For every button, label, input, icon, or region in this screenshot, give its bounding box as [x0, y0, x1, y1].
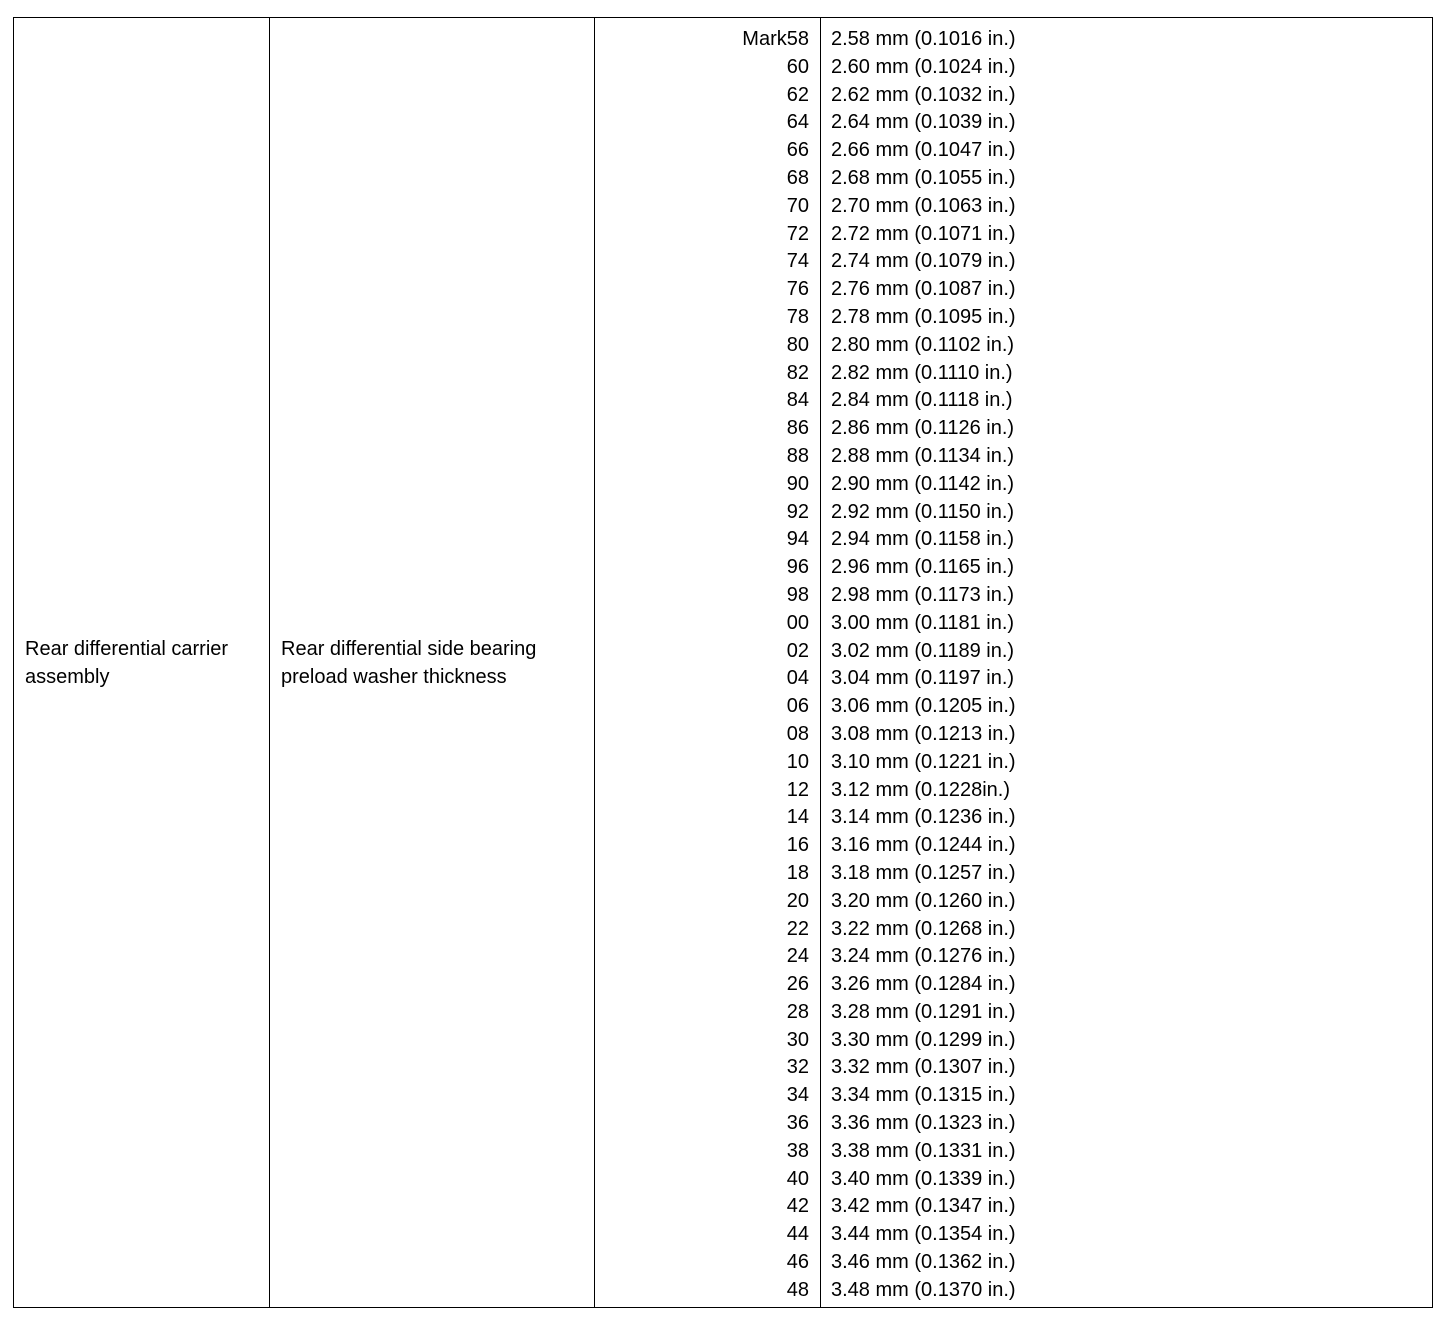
thickness-value: 3.18 mm (0.1257 in.) [831, 861, 1016, 884]
mark-value: 80 [786, 333, 809, 356]
mark-value: 40 [786, 1167, 809, 1190]
mark-value: 76 [786, 278, 809, 301]
mark-value: 36 [786, 1112, 809, 1135]
component-label: Rear differential carrier assembly [25, 637, 229, 688]
thickness-value: 2.96 mm (0.1165 in.) [831, 556, 1015, 579]
mark-value: 10 [786, 750, 809, 773]
thickness-value: 3.28 mm (0.1291 in.) [831, 1000, 1016, 1023]
mark-value: 90 [786, 472, 809, 495]
mark-value: 82 [786, 361, 809, 384]
thickness-value: 3.42 mm (0.1347 in.) [831, 1195, 1016, 1218]
mark-value: 88 [786, 444, 809, 467]
mark-value: 18 [786, 861, 809, 884]
thickness-value: 2.84 mm (0.1118 in.) [831, 389, 1013, 412]
mark-value: 62 [786, 83, 809, 106]
thickness-value: 3.48 mm (0.1370 in.) [831, 1278, 1016, 1301]
item-label: Rear differential side bearing preload washer thickness [281, 637, 537, 688]
thickness-value: 2.74 mm (0.1079 in.) [831, 250, 1016, 273]
thickness-value: 3.04 mm (0.1197 in.) [831, 667, 1015, 690]
thickness-value: 2.82 mm (0.1110 in.) [831, 361, 1013, 384]
mark-value: 16 [786, 834, 809, 857]
mark-column [595, 18, 821, 1308]
thickness-value: 2.90 mm (0.1142 in.) [831, 472, 1015, 495]
mark-value: Mark58 [742, 28, 809, 50]
mark-value: 46 [786, 1251, 809, 1274]
thickness-value: 2.80 mm (0.1102 in.) [831, 333, 1015, 356]
thickness-value: 2.76 mm (0.1087 in.) [831, 278, 1016, 301]
mark-value: 66 [786, 139, 809, 162]
thickness-value: 3.12 mm (0.1228in.) [831, 778, 1010, 801]
thickness-value: 2.58 mm (0.1016 in.) [831, 28, 1016, 50]
mark-value: 78 [786, 305, 809, 328]
mark-value: 70 [786, 194, 809, 217]
thickness-value: 3.38 mm (0.1331 in.) [831, 1139, 1016, 1162]
thickness-value: 2.78 mm (0.1095 in.) [831, 305, 1016, 328]
mark-value: 86 [786, 417, 809, 440]
mark-value: 96 [786, 556, 809, 579]
component-cell [14, 18, 270, 1308]
thickness-list [821, 26, 1432, 1305]
thickness-value: 2.66 mm (0.1047 in.) [831, 139, 1016, 162]
thickness-value: 2.92 mm (0.1150 in.) [831, 500, 1015, 523]
thickness-value: 3.20 mm (0.1260 in.) [831, 889, 1016, 912]
thickness-value: 3.44 mm (0.1354 in.) [831, 1223, 1016, 1246]
thickness-value: 3.22 mm (0.1268 in.) [831, 917, 1016, 940]
thickness-value: 3.02 mm (0.1189 in.) [831, 639, 1015, 662]
mark-value: 08 [786, 722, 809, 745]
thickness-value: 3.06 mm (0.1205 in.) [831, 695, 1016, 718]
mark-value: 28 [786, 1000, 809, 1023]
mark-value: 20 [786, 889, 809, 912]
mark-value: 68 [786, 166, 809, 189]
mark-value: 98 [786, 583, 809, 606]
mark-value: 38 [786, 1139, 809, 1162]
thickness-value: 3.30 mm (0.1299 in.) [831, 1028, 1016, 1051]
mark-value: 60 [786, 55, 809, 78]
mark-value: 92 [786, 500, 809, 523]
thickness-value: 2.62 mm (0.1032 in.) [831, 83, 1016, 106]
mark-value: 64 [786, 111, 809, 134]
thickness-value: 2.72 mm (0.1071 in.) [831, 222, 1016, 245]
thickness-value: 2.60 mm (0.1024 in.) [831, 55, 1016, 78]
mark-list [595, 26, 820, 1305]
mark-value: 00 [786, 611, 809, 634]
mark-value: 04 [786, 667, 809, 690]
mark-value: 22 [786, 917, 809, 940]
mark-value: 44 [786, 1223, 809, 1246]
mark-value: 02 [786, 639, 809, 662]
mark-value: 24 [786, 945, 809, 968]
mark-value: 94 [786, 528, 809, 551]
mark-value: 34 [786, 1084, 809, 1107]
mark-value: 30 [786, 1028, 809, 1051]
mark-value: 84 [786, 389, 809, 412]
mark-value: 14 [786, 806, 809, 829]
mark-value: 06 [786, 695, 809, 718]
table-row [14, 18, 1433, 1308]
thickness-value: 2.86 mm (0.1126 in.) [831, 417, 1015, 440]
mark-value: 72 [786, 222, 809, 245]
item-cell [270, 18, 595, 1308]
thickness-value: 2.68 mm (0.1055 in.) [831, 166, 1016, 189]
thickness-value: 2.98 mm (0.1173 in.) [831, 583, 1015, 606]
mark-value: 74 [786, 250, 809, 273]
thickness-column [821, 18, 1433, 1308]
thickness-value: 3.24 mm (0.1276 in.) [831, 945, 1016, 968]
thickness-value: 3.14 mm (0.1236 in.) [831, 806, 1016, 829]
thickness-value: 3.46 mm (0.1362 in.) [831, 1251, 1016, 1274]
thickness-value: 3.00 mm (0.1181 in.) [831, 611, 1015, 634]
thickness-value: 3.40 mm (0.1339 in.) [831, 1167, 1016, 1190]
thickness-value: 2.70 mm (0.1063 in.) [831, 194, 1016, 217]
thickness-value: 3.26 mm (0.1284 in.) [831, 973, 1016, 996]
thickness-value: 2.94 mm (0.1158 in.) [831, 528, 1015, 551]
thickness-value: 3.36 mm (0.1323 in.) [831, 1112, 1016, 1135]
mark-value: 26 [786, 973, 809, 996]
thickness-value: 3.10 mm (0.1221 in.) [831, 750, 1016, 773]
thickness-value: 3.08 mm (0.1213 in.) [831, 722, 1016, 745]
thickness-value: 2.64 mm (0.1039 in.) [831, 111, 1016, 134]
mark-value: 42 [786, 1195, 809, 1218]
mark-value: 32 [786, 1056, 809, 1079]
thickness-value: 2.88 mm (0.1134 in.) [831, 444, 1015, 467]
thickness-value: 3.16 mm (0.1244 in.) [831, 834, 1016, 857]
mark-value: 48 [786, 1278, 809, 1301]
spec-table [13, 17, 1433, 1308]
mark-value: 12 [786, 778, 809, 801]
thickness-value: 3.34 mm (0.1315 in.) [831, 1084, 1016, 1107]
thickness-value: 3.32 mm (0.1307 in.) [831, 1056, 1016, 1079]
